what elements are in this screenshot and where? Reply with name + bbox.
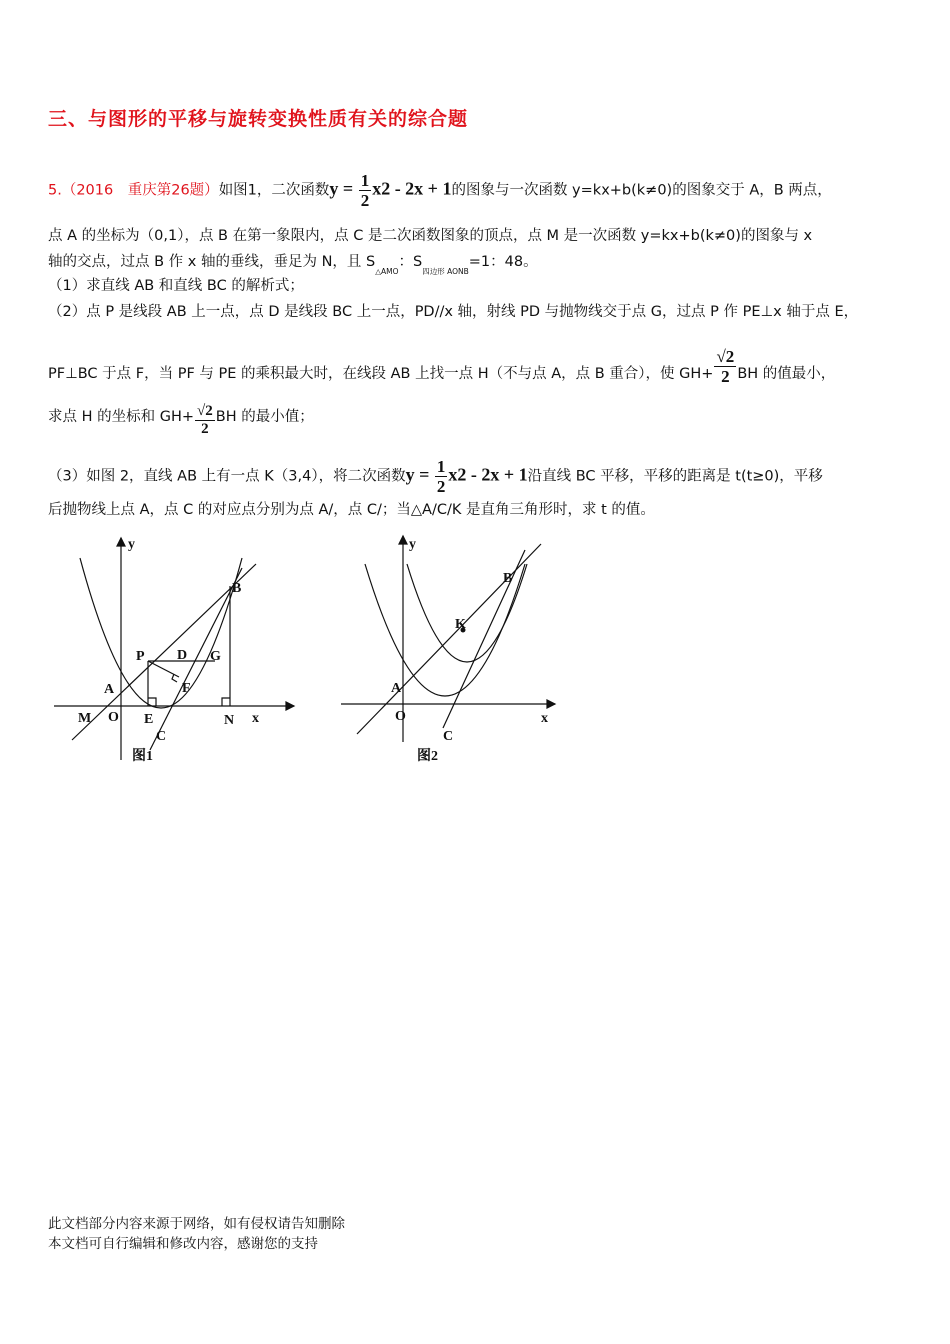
fig1-label-p: P [136, 649, 145, 664]
fig1-label-f: F [182, 681, 191, 696]
question-1: （1）求直线 AB 和直线 BC 的解析式； [48, 278, 304, 294]
footer-line-2: 本文档可自行编辑和修改内容，感谢您的支持 [48, 1236, 318, 1252]
fig1-label-b: B [232, 581, 242, 596]
question-3-line-2: 后抛物线上点 A，点 C 的对应点分别为点 A/，点 C/；当△A/C/K 是直角三角形时，求 t 的值。 [48, 502, 655, 518]
right-angle-n [222, 698, 230, 706]
fig1-label-g: G [210, 649, 221, 664]
fig1-label-x: x [252, 711, 259, 726]
problem-number: 5.（2016 重庆第26题） [48, 182, 219, 199]
problem-text-b: 的图象与一次函数 y=kx+b(k≠0)的图象交于 A，B 两点， [451, 182, 832, 199]
fig2-caption: 图2 [417, 749, 438, 764]
fig1-label-e: E [144, 712, 154, 727]
section-title: 三、与图形的平移与旋转变换性质有关的综合题 [48, 108, 469, 130]
question-2-line-1: （2）点 P 是线段 AB 上一点，点 D 是线段 BC 上一点，PD//x 轴，射线 PD 与抛物线交于点 G，过点 P 作 PE⊥x 轴于点 E， [48, 304, 859, 320]
fig1-caption: 图1 [132, 749, 153, 764]
fig1-label-m: M [78, 711, 92, 726]
equation-fraction: $\frac{1}{2}$ [360, 171, 370, 210]
sqrt2-over-2-b: $\frac{√2}{2}$ [197, 403, 213, 437]
fig2-label-c: C [443, 729, 454, 744]
line-ab [357, 544, 541, 734]
question-3-line-1: （3）如图 2，直线 AB 上有一点 K（3,4），将二次函数y = $\frac{1}{2}$ x2 - 2x + 1沿直线 BC 平移，平移的距离是 t(t≥0)，平移 [48, 457, 823, 496]
y-axis-arrow [399, 536, 407, 544]
problem-line-1: 5.（2016 重庆第26题）如图1，二次函数y = $\frac{1}{2}$ x2 - 2x + 1的图象与一次函数 y=kx+b(k≠0)的图象交于 A，B 两点， [48, 171, 832, 210]
fig2-label-y: y [409, 537, 416, 552]
fig2-label-o: O [395, 709, 406, 724]
area-sub-amo: △AMO [375, 267, 399, 276]
fig2-label-k: K [455, 617, 466, 632]
fig1-label-y: y [128, 537, 135, 552]
fig1-label-o: O [108, 710, 119, 725]
question-2-line-3: 求点 H 的坐标和 GH+ $\frac{√2}{2}$ BH 的最小值； [48, 403, 314, 437]
problem-line-3: 轴的交点，过点 B 作 x 轴的垂线，垂足为 N，且 $S_{\triangle AMO}$：$S_{四边形 AONB}=1$：48。 [48, 254, 538, 276]
equation-fraction-2: $\frac{1}{2}$ [436, 457, 446, 496]
figure-2 [335, 528, 565, 768]
fig1-label-a: A [104, 682, 115, 697]
equation-y: y [329, 178, 339, 199]
fig1-label-c: C [156, 729, 167, 744]
fig1-label-n: N [224, 713, 235, 728]
figure-1 [50, 528, 340, 768]
equation-tail: x2 - 2x + 1 [372, 178, 452, 199]
fig2-label-x: x [541, 711, 548, 726]
footer-line-1: 此文档部分内容来源于网络，如有侵权请告知删除 [48, 1216, 345, 1232]
fig2-label-b: B [503, 571, 513, 586]
x-axis-arrow [286, 702, 294, 710]
y-axis-arrow [117, 538, 125, 546]
fig1-label-d: D [177, 648, 188, 663]
area-sub-aonb: 四边形 AONB [422, 267, 469, 276]
problem-text-a: 如图1，二次函数 [218, 182, 330, 199]
line-bc [443, 550, 525, 728]
fig2-label-a: A [391, 681, 402, 696]
x-axis-arrow [547, 700, 555, 708]
problem-line-2: 点 A 的坐标为（0,1），点 B 在第一象限内，点 C 是二次函数图象的顶点，点 M 是一次函数 y=kx+b(k≠0)的图象与 x [48, 228, 813, 244]
sqrt2-over-2: $\frac{√2}{2}$ [716, 347, 735, 386]
question-2-line-2: PF⊥BC 于点 F，当 PF 与 PE 的乘积最大时，在线段 AB 上找一点 H（不与点 A，点 B 重合），使 GH+ $\frac{√2}{2}$ BH 的值最小， [48, 347, 836, 386]
